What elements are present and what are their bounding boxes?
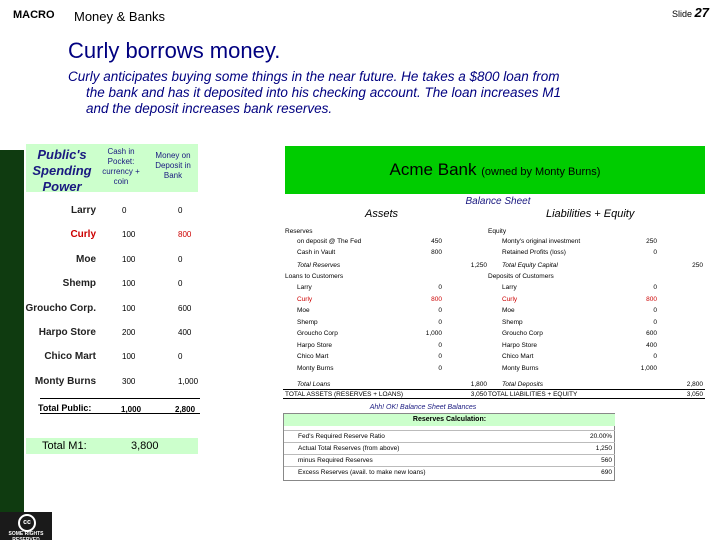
public-row	[26, 376, 198, 390]
loan-row-name: Harpo Store	[297, 341, 333, 349]
total-deposits-label: Total Deposits	[502, 381, 543, 388]
bank-owner: (owned by Monty Burns)	[481, 166, 601, 178]
course-label: MACRO	[13, 9, 55, 21]
total-liabilities-label: TOTAL LIABILITIES + EQUITY	[488, 391, 578, 398]
side-bar	[0, 150, 24, 512]
body-line-3: and the deposit increases bank reserves.	[86, 101, 333, 116]
reserves-calc-label: Fed's Required Reserve Ratio	[298, 433, 385, 440]
public-row-deposit: 1,000	[178, 376, 199, 386]
loan-row-name: Larry	[297, 284, 312, 291]
reserves-calc-frame	[283, 413, 615, 481]
total-liabilities-value: 3,050	[686, 391, 703, 398]
public-row-deposit: 600	[178, 303, 192, 313]
balance-sheet-label: Balance Sheet	[465, 196, 531, 207]
assets-heading: Assets	[365, 208, 399, 220]
on-deposit-value: 450	[431, 238, 442, 245]
total-m1-value: 3,800	[131, 440, 159, 452]
public-row-cash: 100	[122, 279, 136, 289]
deposit-row-name: Larry	[502, 284, 517, 291]
loan-row-value: 0	[438, 341, 442, 349]
public-row-name: Monty Burns	[34, 375, 96, 387]
reserves-calc-value: 1,250	[595, 445, 612, 452]
total-public-label: Total Public:	[38, 403, 92, 413]
deposit-row-name: Shemp	[502, 318, 523, 326]
deposit-row-name: Monty Burns	[502, 364, 539, 372]
cash-vault-label: Cash in Vault	[297, 249, 336, 256]
reserves-calc-label: Actual Total Reserves (from above)	[298, 445, 400, 452]
total-reserves-label: Total Reserves	[297, 262, 341, 269]
total-public-cash: 1,000	[121, 405, 142, 414]
equity-label: Equity	[488, 228, 507, 235]
loan-row-name: Moe	[297, 307, 310, 314]
loan-row-name: Chico Mart	[297, 353, 329, 360]
public-spending-heading: Public's Spending Power	[32, 147, 92, 194]
deposit-row-value: 600	[646, 330, 657, 337]
bank-title	[285, 160, 705, 180]
loan-row-name: Groucho Corp	[297, 330, 338, 337]
public-table-header	[26, 144, 198, 192]
total-assets-label: TOTAL ASSETS (RESERVES + LOANS)	[285, 391, 404, 398]
public-row-name: Chico Mart	[44, 351, 96, 363]
public-row-cash: 100	[122, 303, 136, 313]
total-equity-label: Total Equity Capital	[502, 262, 558, 269]
slide-body	[68, 69, 698, 117]
bank-name: Acme Bank	[389, 160, 477, 179]
reserves-calc-row	[284, 442, 615, 454]
total-deposits-value: 2,800	[686, 381, 703, 388]
deposit-row-value: 0	[653, 318, 657, 326]
body-line-1: Curly anticipates buying some things in the near future. He takes a $800 loan from	[68, 69, 560, 84]
investment-label: Monty's original investment	[502, 238, 581, 245]
total-public-deposit: 2,800	[175, 405, 196, 414]
deposit-row-name: Chico Mart	[502, 353, 534, 360]
deposit-row-value: 0	[653, 307, 657, 314]
deposit-row-value: 1,000	[640, 364, 657, 372]
loan-row-name: Shemp	[297, 318, 318, 326]
public-row	[26, 229, 198, 243]
divider	[40, 398, 200, 399]
reserves-calc-value: 20.00%	[589, 433, 612, 440]
liabilities-heading: Liabilities + Equity	[546, 208, 635, 220]
public-row-deposit: 400	[178, 328, 192, 337]
public-row-deposit: 0	[178, 352, 183, 362]
deposit-row-value: 0	[653, 284, 657, 291]
public-row	[26, 254, 198, 268]
public-row-name: Moe	[76, 253, 96, 265]
slide-label: Slide	[672, 9, 693, 19]
public-row-cash: 100	[122, 254, 136, 264]
loan-row-value: 0	[438, 307, 442, 314]
public-row-name: Larry	[70, 205, 96, 216]
deposit-row-value: 800	[646, 295, 657, 303]
slide-number	[672, 5, 709, 20]
loan-row-value: 0	[438, 284, 442, 291]
public-row-cash: 100	[122, 230, 136, 240]
reserves-calc-label: Excess Reserves (avail. to make new loans)	[298, 469, 426, 476]
reserves-calc-heading: Reserves Calculation:	[284, 414, 615, 426]
reserves-calc-value: 560	[601, 457, 612, 464]
divider	[40, 413, 200, 414]
total-loans-label: Total Loans	[297, 381, 331, 388]
deposit-row-value: 400	[646, 341, 657, 349]
public-row-cash: 100	[122, 352, 136, 362]
license-badge	[0, 512, 52, 543]
loan-row-value: 0	[438, 353, 442, 360]
public-row	[26, 327, 198, 341]
public-row-deposit: 0	[178, 279, 183, 289]
body-line-2: the bank and has it deposited into his checking account. The loan increases M1	[86, 85, 562, 100]
reserves-calc-label: minus Required Reserves	[298, 457, 373, 464]
bank-header	[285, 146, 705, 194]
deposit-row-name: Curly	[502, 295, 518, 303]
deposit-row-name: Moe	[502, 307, 515, 314]
cash-column-heading: Cash in Pocket: currency + coin	[102, 147, 140, 186]
investment-value: 250	[646, 238, 657, 245]
topic-label: Money & Banks	[74, 9, 166, 24]
slide-title: Curly borrows money.	[68, 38, 281, 63]
cc-icon: cc	[18, 514, 36, 532]
public-row-name: Harpo Store	[38, 327, 96, 338]
public-row	[26, 351, 198, 365]
reserves-calc-row	[284, 454, 615, 466]
public-row	[26, 303, 198, 317]
reserves-calc-row	[284, 430, 615, 442]
divider	[283, 398, 705, 399]
deposits-label: Deposits of Customers	[488, 273, 554, 280]
on-deposit-label: on deposit @ The Fed	[297, 238, 362, 245]
slide-number-value: 27	[694, 5, 709, 20]
deposit-row-name: Harpo Store	[502, 341, 538, 349]
loan-row-value: 0	[438, 364, 442, 372]
cash-vault-value: 800	[431, 249, 442, 256]
deposit-column-heading: Money on Deposit in Bank	[155, 151, 191, 180]
public-row-deposit: 0	[178, 254, 183, 264]
public-row-deposit: 800	[178, 230, 192, 240]
loan-row-value: 0	[438, 318, 442, 326]
public-row-deposit: 0	[178, 206, 183, 215]
loan-row-value: 800	[431, 295, 442, 303]
public-row-name: Groucho Corp.	[25, 302, 96, 314]
balance-check: Ahh! OK! Balance Sheet Balances	[369, 404, 477, 411]
total-m1-label: Total M1:	[42, 440, 87, 452]
public-row	[26, 278, 198, 292]
loans-label: Loans to Customers	[285, 273, 344, 280]
deposit-row-value: 0	[653, 353, 657, 360]
public-row-name: Curly	[70, 229, 96, 241]
total-loans-value: 1,800	[470, 381, 487, 388]
loan-row-name: Monty Burns	[297, 364, 334, 372]
license-text: SOME RIGHTS RESERVED	[8, 531, 44, 543]
retained-value: 0	[653, 249, 657, 256]
public-row-cash: 300	[122, 376, 136, 386]
total-equity-value: 250	[692, 262, 703, 269]
deposit-row-name: Groucho Corp	[502, 330, 543, 337]
reserves-calc-value: 690	[601, 469, 612, 476]
public-row-name: Shemp	[62, 278, 96, 290]
divider	[283, 389, 705, 390]
loan-row-name: Curly	[297, 295, 313, 303]
total-reserves-value: 1,250	[470, 262, 487, 269]
total-assets-value: 3,050	[470, 391, 487, 398]
public-row-cash: 0	[122, 206, 127, 215]
public-row	[26, 205, 198, 219]
loan-row-value: 1,000	[425, 330, 442, 337]
public-row-cash: 200	[122, 328, 136, 337]
reserves-calc-row	[284, 466, 615, 478]
retained-label: Retained Profits (loss)	[502, 249, 566, 256]
reserves-label: Reserves	[285, 228, 313, 235]
